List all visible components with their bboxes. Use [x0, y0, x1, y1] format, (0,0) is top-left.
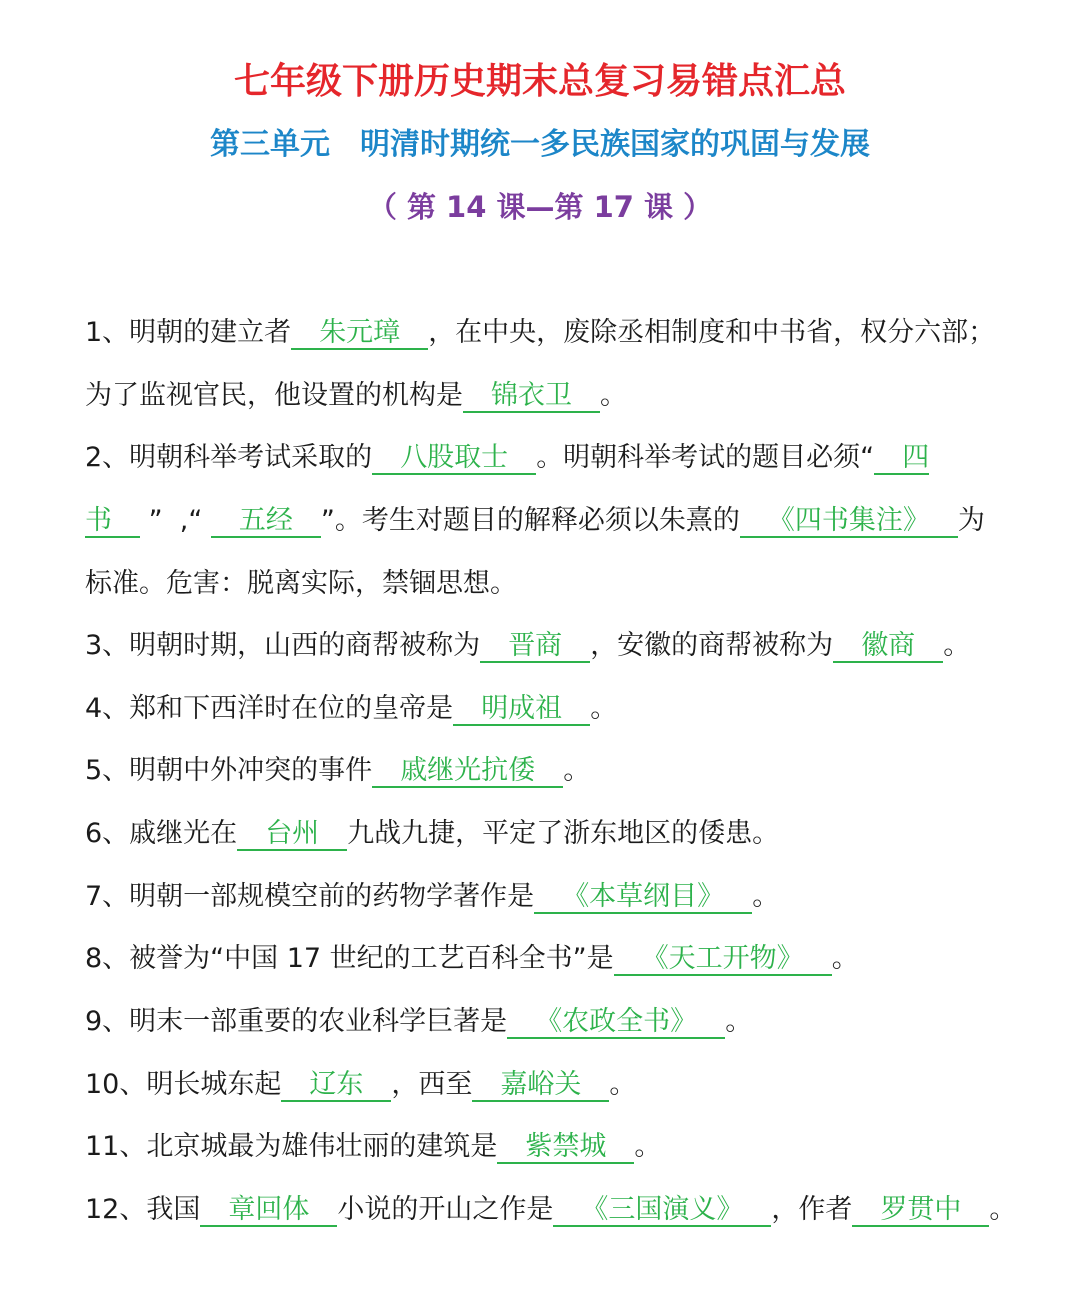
answer-blank: 章回体	[200, 1194, 337, 1227]
question-line	[85, 866, 1016, 929]
answer-blank: 书	[85, 505, 140, 538]
answer-blank: 四	[874, 442, 929, 475]
question-text: 8、被誉为“中国 17 世纪的工艺百科全书”是	[85, 943, 614, 975]
answer-blank: 《天工开物》	[614, 943, 832, 976]
question-text: 11、北京城最为雄伟壮丽的建筑是	[85, 1131, 498, 1163]
answer-blank: 《本草纲目》	[534, 881, 752, 914]
answer-blank: 徽商	[833, 630, 943, 663]
question-item-4	[85, 678, 1016, 741]
question-line	[85, 803, 1016, 866]
answer-blank: 戚继光抗倭	[372, 755, 563, 788]
question-text: 。	[752, 880, 780, 912]
question-item-12	[85, 1179, 1016, 1242]
question-text: 12、我国	[85, 1193, 201, 1225]
answer-blank: 嘉峪关	[472, 1069, 609, 1102]
question-line	[85, 490, 1016, 553]
answer-blank: 罗贯中	[852, 1194, 989, 1227]
unit-heading: 第三单元 明清时期统一多民族国家的巩固与发展	[210, 127, 870, 162]
document-title: 七年级下册历史期末总复习易错点汇总	[233, 61, 846, 102]
question-text: 。	[563, 755, 591, 787]
question-text: ” ,“	[140, 504, 211, 536]
question-text: 3、明朝时期，山西的商帮被称为	[85, 630, 481, 662]
question-text: 为了监视官民，他设置的机构是	[85, 379, 463, 411]
answer-blank: 紫禁城	[497, 1131, 634, 1164]
question-line	[85, 1116, 1016, 1179]
question-item-5	[85, 740, 1016, 803]
question-item-3	[85, 615, 1016, 678]
question-list	[85, 302, 1016, 1241]
question-item-2	[85, 427, 1016, 615]
question-text: 9、明末一部重要的农业科学巨著是	[85, 1005, 508, 1037]
question-item-7	[85, 866, 1016, 929]
answer-blank: 明成祖	[453, 693, 590, 726]
question-text: 7、明朝一部规模空前的药物学著作是	[85, 880, 535, 912]
question-text: 。	[590, 692, 618, 724]
question-line	[85, 427, 1016, 490]
question-text: 10、明长城东起	[85, 1068, 282, 1100]
question-line	[85, 928, 1016, 991]
question-text: 。明朝科举考试的题目必须“	[536, 442, 875, 474]
question-item-9	[85, 991, 1016, 1054]
question-text: 。	[634, 1131, 662, 1163]
question-line	[85, 302, 1016, 365]
lesson-range: （ 第 14 课—第 17 课 ）	[367, 190, 713, 224]
question-text: 小说的开山之作是	[337, 1193, 554, 1225]
question-text: 。	[725, 1005, 753, 1037]
question-text: 。	[609, 1068, 637, 1100]
question-line	[85, 678, 1016, 741]
question-item-1	[85, 302, 1016, 427]
answer-blank: 辽东	[281, 1069, 391, 1102]
question-item-6	[85, 803, 1016, 866]
question-text: 。	[831, 943, 859, 975]
question-item-8	[85, 928, 1016, 991]
question-line	[85, 615, 1016, 678]
question-text: 2、明朝科举考试采取的	[85, 442, 373, 474]
answer-blank: 八股取士	[372, 442, 536, 475]
question-text: ”。考生对题目的解释必须以朱熹的	[320, 504, 740, 536]
question-text: ，安徽的商帮被称为	[590, 630, 834, 662]
question-text: 标准。危害：脱离实际，禁锢思想。	[85, 567, 517, 599]
answer-blank: 《三国演义》	[553, 1194, 771, 1227]
question-item-10	[85, 1054, 1016, 1117]
question-line	[85, 1179, 1016, 1242]
answer-blank: 晋商	[480, 630, 590, 663]
question-text: 5、明朝中外冲突的事件	[85, 755, 373, 787]
answer-blank: 五经	[211, 505, 321, 538]
answer-blank: 《农政全书》	[507, 1006, 725, 1039]
question-line	[85, 553, 1016, 616]
question-text: 。	[600, 379, 627, 411]
question-line	[85, 365, 1016, 428]
answer-blank: 朱元璋	[291, 317, 428, 350]
question-text: 九战九捷，平定了浙东地区的倭患。	[347, 818, 780, 849]
answer-blank: 锦衣卫	[463, 380, 600, 413]
question-text: 为	[957, 504, 985, 536]
answer-blank: 台州	[237, 818, 347, 851]
question-text: 6、戚继光在	[85, 818, 238, 849]
question-text: ，在中央，废除丞相制度和中书省，权分六部；	[428, 317, 996, 348]
question-line	[85, 1054, 1016, 1117]
question-item-11	[85, 1116, 1016, 1179]
question-line	[85, 740, 1016, 803]
question-text: ，作者	[771, 1193, 853, 1225]
question-text: 4、郑和下西洋时在位的皇帝是	[85, 692, 454, 724]
question-line	[85, 991, 1016, 1054]
question-text: 1、明朝的建立者	[85, 317, 292, 348]
question-text: ，西至	[391, 1068, 473, 1100]
question-text: 。	[989, 1193, 1017, 1225]
question-text: 。	[943, 630, 971, 662]
answer-blank: 《四书集注》	[740, 505, 958, 538]
